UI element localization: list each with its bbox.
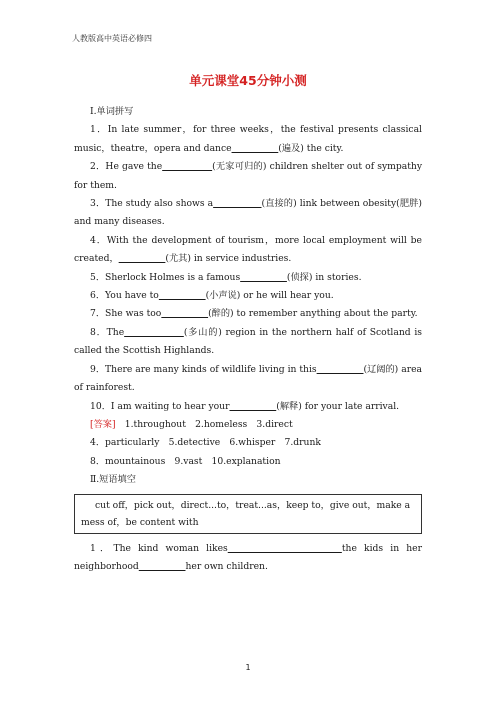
answer-blank [240,272,287,283]
phrase-question [74,540,422,577]
phrase-question-list [74,540,422,577]
answer-line [74,416,422,434]
question-text: 6．You have to [90,290,159,302]
question-text: 8．The [90,326,125,338]
answer-text: 1.throughout 2.homeless 3.direct [124,418,293,430]
question-text: region in the northern half of Scotland is called the Scottish Highlands. [74,326,423,357]
chinese-hint: (侦探) [286,271,313,283]
question-text: for your late arrival. [301,400,400,412]
vocab-question [74,232,422,269]
question-text: 1．The kind woman likes [90,542,228,554]
vocab-question [74,361,422,398]
section-title-phrases: Ⅱ.短语填空 [90,474,136,486]
question-text: or he will hear you. [240,290,334,302]
section-title-vocabulary: Ⅰ.单词拼写 [90,106,134,117]
answer-blank [162,161,212,172]
running-header: 人教版高中英语必修四 [72,34,152,43]
question-text: in service industries. [190,253,292,265]
chinese-hint: (尤其) [165,253,191,265]
answer-blank [213,198,261,209]
answer-line: 8．mountainous 9.vast 10.explanation [90,455,281,467]
answer-blank [139,561,186,572]
question-text: 10．I am waiting to hear your [90,400,230,412]
chinese-hint: (小声说) [205,290,241,302]
answer-label: [答案] [90,418,116,430]
page-title: 单元课堂45分钟小测 [189,73,307,88]
vocab-question [74,195,422,232]
answer-blank [161,308,208,319]
question-text: 5．Sherlock Holmes is a famous [90,271,241,283]
chinese-hint: (醉的) [208,308,234,320]
vocab-question [74,121,422,158]
chinese-hint: (辽阔的) [363,363,399,375]
answer-blank [230,401,277,412]
answer-line: 4．particularly 5.detective 6.whisper 7.drunk [90,437,321,449]
question-text: 4．With the development of tourism，more local employment will be created， [74,234,422,265]
page-number: 1 [245,663,251,672]
answer-blank [159,290,206,301]
answer-blank [317,364,364,375]
phrase-bank-box: cut off，pick out，direct...to，treat...as，keep to，give out，make a mess of，be content with [74,494,422,534]
chinese-hint: (遍及) [278,142,304,154]
question-text: her own children. [185,560,268,572]
question-text: 9．There are many kinds of wildlife living in this [90,363,317,375]
question-text: 1．In late summer，for three weeks，the festival presents classical music，theatre，opera and dance [74,124,422,154]
answer-blank [228,543,342,554]
vocab-question [74,158,422,195]
question-text: 2．He gave the [90,161,163,173]
question-text: link between obesity(肥胖) and many diseases. [74,198,423,228]
answer-blank [232,143,279,154]
question-text: in stories. [312,271,362,283]
vocab-question [74,305,422,323]
question-text: the city. [303,142,344,154]
question-text: children shelter out of sympathy for them. [74,161,423,191]
question-text: 7．She was too [90,308,162,320]
chinese-hint: (无家可归的) [212,161,267,173]
question-text: the kids in her neighborhood [74,542,422,572]
worksheet-body [74,103,422,576]
chinese-hint: (解释) [276,400,302,412]
vocab-question [74,398,422,416]
question-text: area of rainforest. [74,363,422,394]
vocabulary-list [74,121,422,416]
chinese-hint: (直接的) [261,198,297,210]
vocab-question [74,269,422,287]
chinese-hint: (多山的) [183,326,222,338]
question-text: to remember anything about the party. [233,308,418,320]
answer-blank [119,253,166,264]
question-text: 3．The study also shows a [90,198,214,210]
vocab-question [74,324,422,361]
answer-blank [124,327,184,338]
vocab-question [74,287,422,305]
